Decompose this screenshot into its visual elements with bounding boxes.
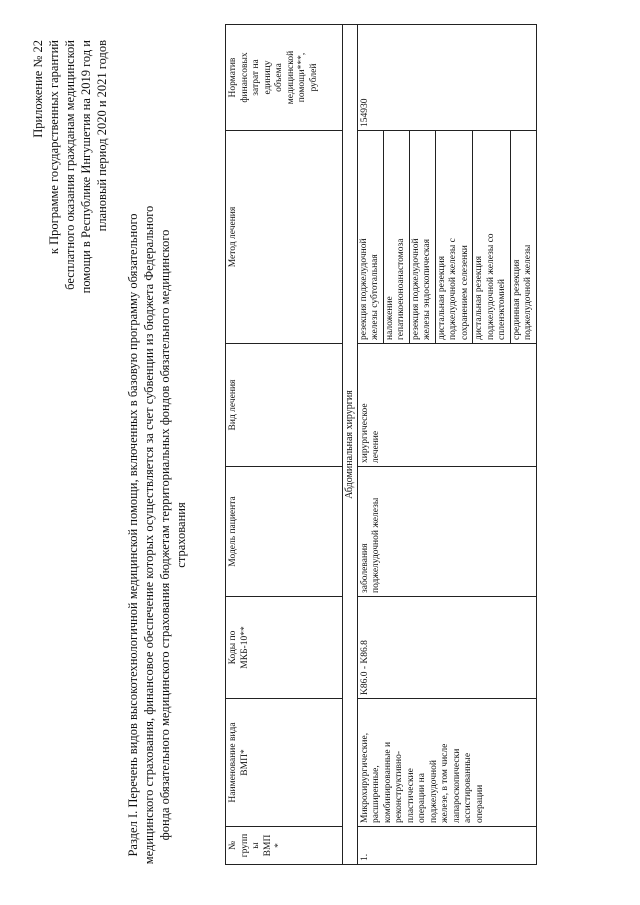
- section-row: [343, 25, 358, 865]
- header-icd-codes: Коды по МКБ-10**: [226, 597, 343, 699]
- header-group-number: № групп ы ВМП *: [226, 827, 343, 865]
- section-title-line: Раздел I. Перечень видов высокотехнологичной медицинской помощи, включенных в базовую программу обязательного: [126, 213, 140, 857]
- section-title-line: фонда обязательного медицинского страхования бюджетам территориальных фондов обязательного медицинского: [158, 229, 172, 841]
- method-item: срединная резекция поджелудочной железы: [511, 244, 533, 340]
- header-vmp-name: Наименование вида ВМП*: [226, 699, 343, 827]
- section-title: [125, 205, 189, 865]
- header-patient-model: Модель пациента: [226, 467, 343, 597]
- appendix-line: к Программе государственных гарантий: [47, 40, 61, 255]
- cell-group-number: 1.: [357, 827, 536, 865]
- table-header-row: [226, 25, 343, 865]
- method-item: наложение гепатикоеюноанастомоза: [384, 131, 410, 343]
- header-treatment-type: Вид лечения: [226, 344, 343, 467]
- method-item: дистальная резекция поджелудочной железы с сохранением селезенки: [436, 131, 474, 343]
- cell-icd-codes: K86.0 - K86.8: [357, 597, 536, 699]
- appendix-line: помощи в Республике Ингушетия на 2019 год и: [79, 40, 93, 294]
- section-label: Абдоминальная хирургия: [343, 25, 358, 865]
- table-row: [357, 25, 536, 865]
- appendix-header: [30, 40, 110, 420]
- cell-treatment-methods: [357, 131, 536, 344]
- appendix-line: Приложение № 22: [31, 40, 45, 138]
- method-item: резекция поджелудочной железы эндоскопическая: [410, 131, 436, 343]
- section-title-line: медицинского страхования, финансовое обеспечение которых осуществляется за счет субвенции из бюджета Федерального: [142, 205, 156, 865]
- cell-vmp-name: Микрохирургические, расширенные, комбинированные и реконструктивно- пластические операции на поджелудочной железе, в том числе лапароскопически ассистированные операции: [357, 699, 536, 827]
- document-page: [20, 20, 620, 885]
- method-item: резекция поджелудочной железы субтотальная: [358, 131, 384, 343]
- appendix-line: бесплатного оказания гражданам медицинской: [63, 40, 77, 290]
- appendix-line: плановый период 2020 и 2021 годов: [95, 40, 109, 232]
- header-cost-norm: Норматив финансовых затрат на единицу объема медицинской помощи***, рублей: [226, 25, 343, 131]
- cell-patient-model: заболевания поджелудочной железы: [357, 467, 536, 597]
- cell-cost-norm: 154930: [357, 25, 536, 131]
- cell-treatment-type: хирургическое лечение: [357, 344, 536, 467]
- vmp-table: [225, 24, 537, 865]
- method-item: дистальная резекция поджелудочной железы со спленэктомией: [473, 131, 511, 343]
- section-title-line: страхования: [174, 502, 188, 568]
- header-treatment-method: Метод лечения: [226, 131, 343, 344]
